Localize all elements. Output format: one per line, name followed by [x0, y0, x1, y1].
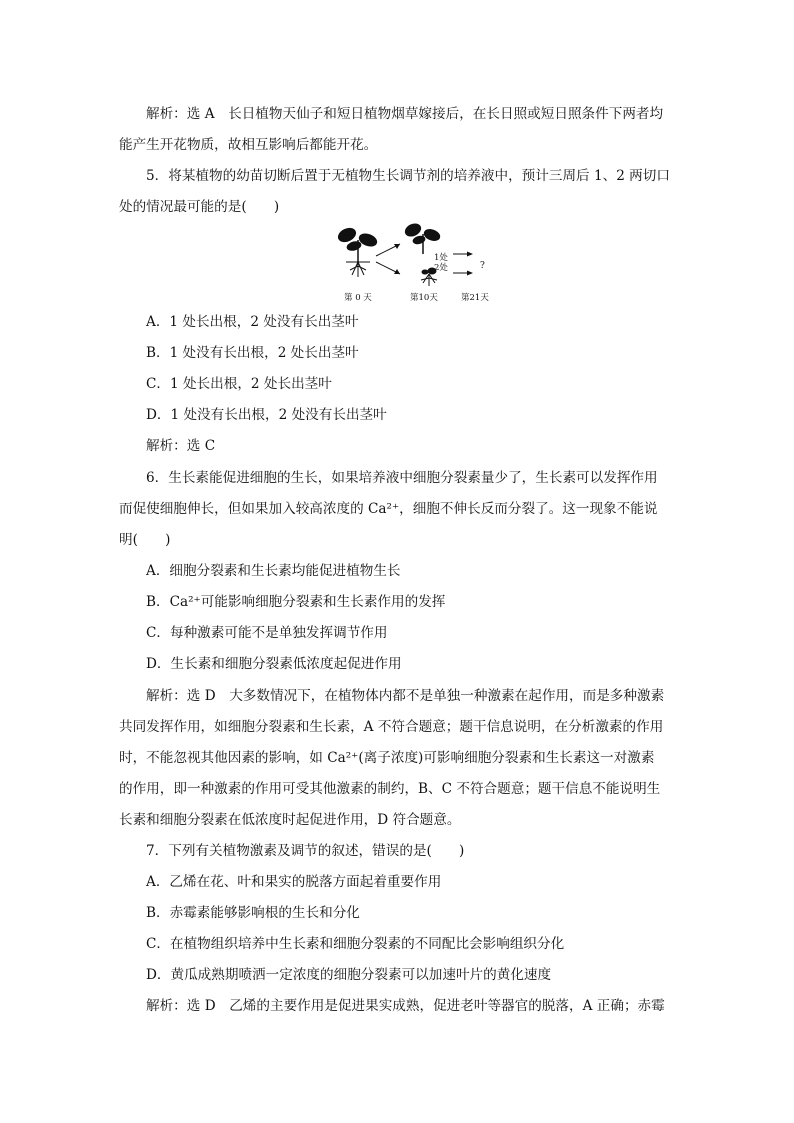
- question-mark: ?: [480, 261, 485, 271]
- question-5-answer: 解析：选 C: [146, 438, 216, 454]
- question-6-analysis: 的作用，即一种激素的作用可受其他激素的制约，B、C 不符合题意；题干信息不能说明生: [119, 781, 661, 797]
- seedling-day0-icon: [336, 226, 378, 277]
- seedling-figure: [328, 220, 508, 308]
- question-5-option-a: A．1 处长出根，2 处没有长出茎叶: [146, 314, 359, 330]
- question-7-stem: 7．下列有关植物激素及调节的叙述，错误的是( ): [146, 843, 465, 859]
- question-7-option-b: B．赤霉素能够影响根的生长和分化: [146, 905, 360, 921]
- question-6-option-b: B．Ca²⁺可能影响细胞分裂素和生长素作用的发挥: [146, 594, 446, 610]
- question-5-option-c: C．1 处长出根，2 处长出茎叶: [146, 376, 332, 392]
- question-6-stem: 6．生长素能促进细胞的生长，如果培养液中细胞分裂素量少了，生长素可以发挥作用: [146, 470, 658, 486]
- analysis-line: 能产生开花物质，故相互影响后都能开花。: [119, 137, 378, 153]
- question-5-stem: 5．将某植物的幼苗切断后置于无植物生长调节剂的培养液中，预计三周后 1、2 两切口: [146, 168, 670, 184]
- question-7-option-d: D．黄瓜成熟期喷洒一定浓度的细胞分裂素可以加速叶片的黄化速度: [146, 967, 552, 983]
- analysis-line: 解析：选 A 长日植物天仙子和短日植物烟草嫁接后，在长日照或短日照条件下两者均: [146, 106, 664, 122]
- day10-label: 第10天: [410, 293, 438, 303]
- question-7-option-a: A．乙烯在花、叶和果实的脱落方面起着重要作用: [146, 874, 442, 890]
- question-6-option-c: C．每种激素可能不是单独发挥调节作用: [146, 625, 388, 641]
- question-6-option-a: A．细胞分裂素和生长素均能促进植物生长: [146, 563, 401, 579]
- seedling-top-icon: [403, 222, 441, 254]
- question-6-stem: 而促使细胞伸长，但如果加入较高浓度的 Ca²⁺，细胞不伸长反而分裂了。这一现象不能说: [119, 501, 658, 517]
- cut-label-2: 2处: [434, 263, 448, 273]
- question-5-option-b: B．1 处没有长出根，2 处长出茎叶: [146, 345, 359, 361]
- question-6-analysis: 解析：选 D 大多数情况下，在植物体内都不是单独一种激素在起作用，而是多种激素: [146, 688, 665, 704]
- day21-label: 第21天: [461, 293, 489, 303]
- question-6-option-d: D．生长素和细胞分裂素低浓度起促进作用: [146, 656, 402, 672]
- question-5-option-d: D．1 处没有长出根，2 处没有长出茎叶: [146, 407, 387, 423]
- question-6-analysis: 共同发挥作用，如细胞分裂素和生长素，A 不符合题意；题干信息说明，在分析激素的作用: [119, 719, 664, 735]
- question-6-analysis: 长素和细胞分裂素在低浓度时起促进作用，D 符合题意。: [119, 812, 461, 828]
- question-5-stem: 处的情况最可能的是( ): [119, 199, 280, 215]
- question-6-stem: 明( ): [119, 532, 171, 548]
- question-6-analysis: 时，不能忽视其他因素的影响，如 Ca²⁺(离子浓度)可影响细胞分裂素和生长素这一对激素: [119, 750, 655, 766]
- question-7-option-c: C．在植物组织培养中生长素和细胞分裂素的不同配比会影响组织分化: [146, 936, 565, 952]
- cut-label-1: 1处: [434, 253, 448, 263]
- question-7-analysis: 解析：选 D 乙烯的主要作用是促进果实成熟，促进老叶等器官的脱落，A 正确；赤霉: [146, 998, 665, 1014]
- day0-label: 第 0 天: [344, 293, 372, 303]
